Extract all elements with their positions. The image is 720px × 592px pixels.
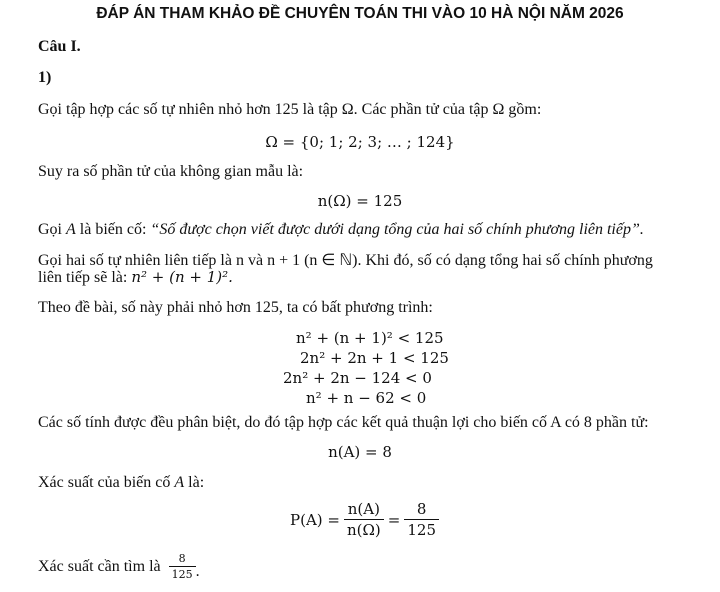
inequality-row: 2n² + 2n − 124 < 0 xyxy=(283,369,432,387)
final-answer xyxy=(169,552,200,581)
paragraph-3 xyxy=(38,221,644,239)
probability-formula xyxy=(290,500,439,539)
fraction-denominator: n(Ω) xyxy=(344,519,384,539)
paragraph-1: Gọi tập hợp các số tự nhiên nhỏ hơn 125 là tập Ω. Các phần tử của tập Ω gồm: xyxy=(38,101,542,118)
part-heading: 1) xyxy=(38,69,52,86)
paragraph-4-line-1: Gọi hai số tự nhiên liên tiếp là n và n + 1 (n ∈ ℕ). Khi đó, số có dạng tổng hai số chính phương xyxy=(38,252,653,269)
page-title: ĐÁP ÁN THAM KHẢO ĐỀ CHUYÊN TOÁN THI VÀO 10 HÀ NỘI NĂM 2026 xyxy=(96,5,624,22)
event-variable: A xyxy=(174,474,185,491)
inequality-row: n² + n − 62 < 0 xyxy=(306,389,427,407)
paragraph-8 xyxy=(38,552,200,581)
fraction-numerator: 8 xyxy=(416,500,427,518)
event-quote: “Số được chọn viết được dưới dạng tổng của hai số chính phương liên tiếp”. xyxy=(150,221,644,238)
paragraph-5: Theo đề bài, số này phải nhỏ hơn 125, ta có bất phương trình: xyxy=(38,299,433,316)
equation-omega: Ω = {0; 1; 2; 3; … ; 124} xyxy=(265,133,455,151)
fraction-numerator: 8 xyxy=(178,552,186,565)
paragraph-3-prefix: Gọi xyxy=(38,221,66,238)
paragraph-6: Các số tính được đều phân biệt, do đó tập hợp các kết quả thuận lợi cho biến cố A có 8 phần tử: xyxy=(38,414,649,431)
paragraph-7-end: là: xyxy=(184,474,205,491)
section-heading: Câu I. xyxy=(38,38,81,55)
equals-sign: = xyxy=(387,510,401,529)
equation-n-a: n(A) = 8 xyxy=(328,443,392,461)
paragraph-4-math: n² + (n + 1)². xyxy=(131,268,233,286)
fraction-denominator: 125 xyxy=(404,519,439,539)
event-variable: A xyxy=(66,221,76,238)
paragraph-4-line-2 xyxy=(38,268,233,287)
paragraph-2: Suy ra số phần tử của không gian mẫu là: xyxy=(38,163,304,180)
fraction-n-a-over-n-omega xyxy=(344,500,384,539)
fraction-8-over-125 xyxy=(404,500,439,539)
paragraph-7 xyxy=(38,474,204,492)
fraction-denominator: 125 xyxy=(169,566,196,581)
paragraph-4-text: liên tiếp sẽ là: xyxy=(38,269,132,286)
probability-lhs: P(A) = xyxy=(290,510,340,529)
equation-n-omega: n(Ω) = 125 xyxy=(317,192,403,210)
fraction-numerator: n(A) xyxy=(347,500,380,518)
final-period: . xyxy=(195,563,200,580)
paragraph-3-mid: là biến cố: xyxy=(75,221,151,238)
paragraph-7-text: Xác suất của biến cố xyxy=(38,474,175,491)
inequality-row: 2n² + 2n + 1 < 125 xyxy=(300,349,449,367)
inequality-row: n² + (n + 1)² < 125 xyxy=(296,329,444,347)
paragraph-8-text: Xác suất cần tìm là xyxy=(38,557,161,575)
final-fraction xyxy=(169,552,196,581)
